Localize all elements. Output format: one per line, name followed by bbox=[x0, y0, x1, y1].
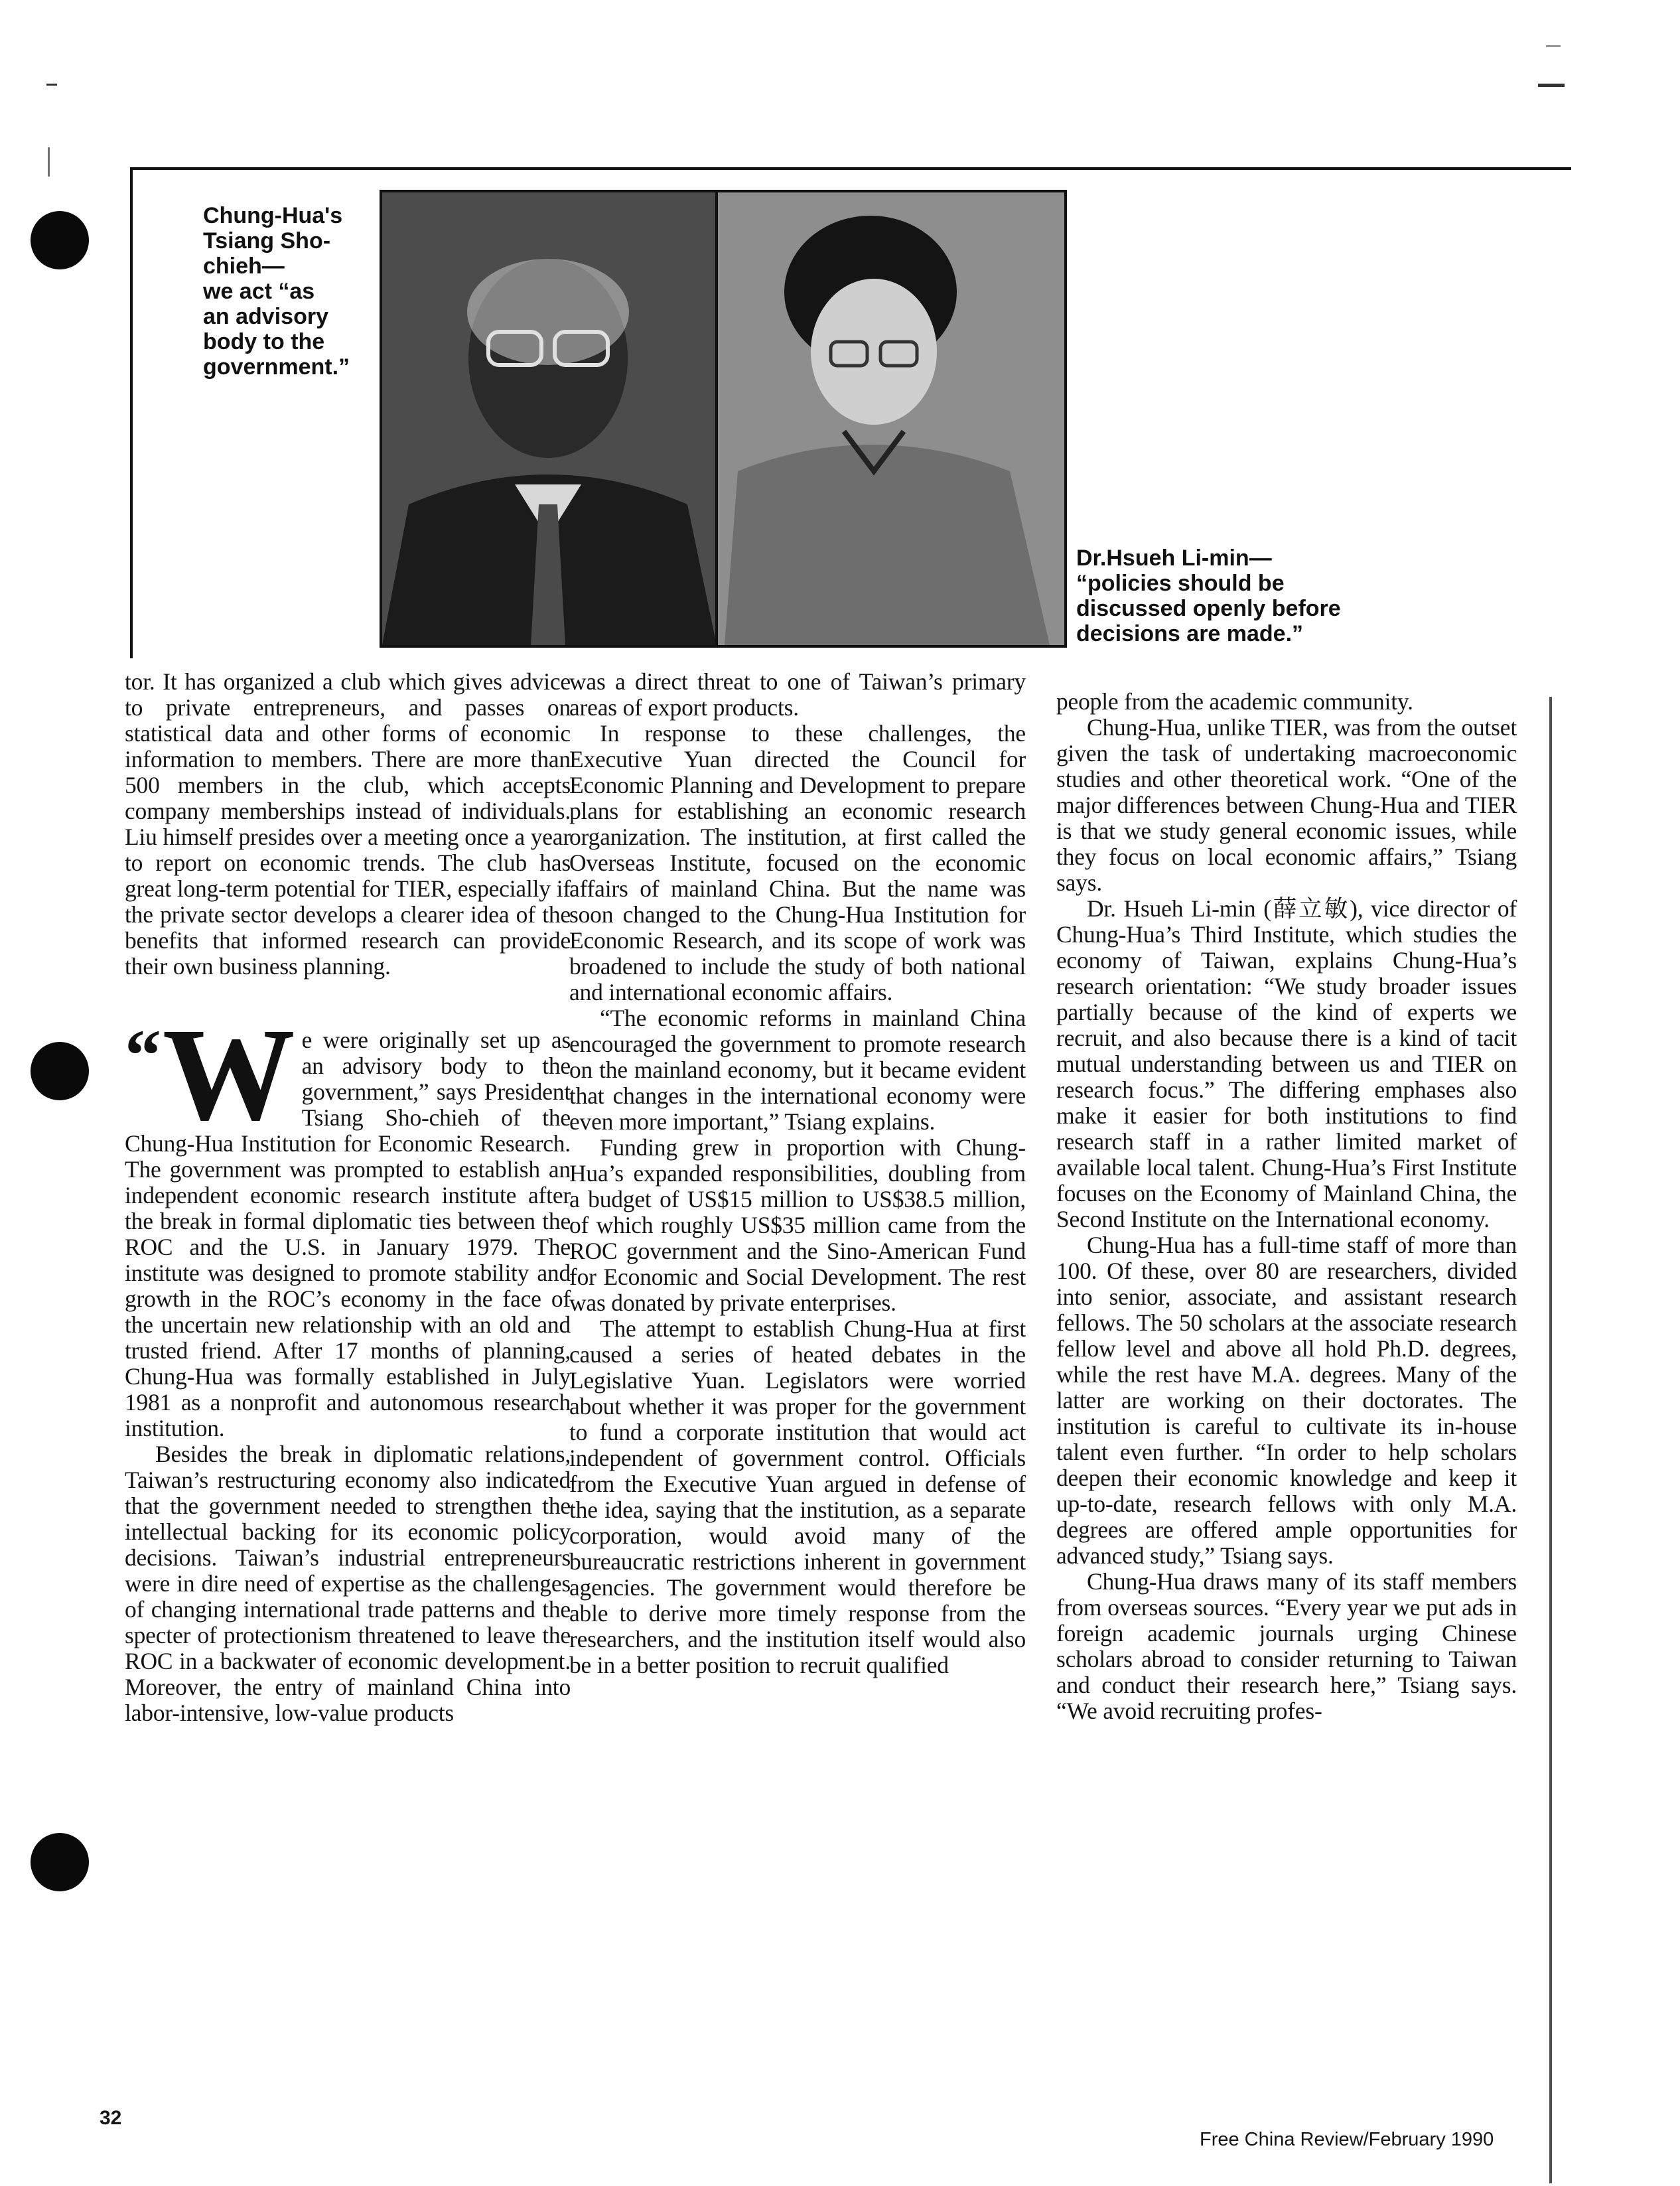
scan-edge-line bbox=[1549, 697, 1552, 2183]
photo-caption-left: Chung-Hua's Tsiang Sho- chieh— we act “as an advisory body to the government.” bbox=[203, 203, 350, 380]
photo-caption-right: Dr.Hsueh Li-min— “policies should be discussed openly before decisions are made.” bbox=[1076, 546, 1341, 646]
scan-speck bbox=[1538, 84, 1565, 87]
drop-cap: W bbox=[162, 1001, 295, 1148]
paragraph: “The economic reforms in mainland China encouraged the government to promote research on the mainland economy, but it became evident that changes in the international economy were even more important,” Tsiang explains. bbox=[569, 1005, 1026, 1135]
drop-cap-group bbox=[125, 1001, 295, 1148]
article-column-2 bbox=[569, 669, 1026, 1678]
frame-left-rule bbox=[130, 167, 133, 658]
scan-speck bbox=[48, 147, 50, 177]
paragraph: Chung-Hua, unlike TIER, was from the outset given the task of undertaking macroeconomic studies and other theoretical work. “One of the major differences between Chung-Hua and TIER is that we study general economic issues, while they focus on local economic affairs,” Tsiang says. bbox=[1056, 714, 1517, 896]
frame-top-rule bbox=[130, 167, 1571, 170]
photo-hsueh-li-min bbox=[715, 190, 1067, 648]
opening-quote-mark: “ bbox=[125, 1015, 161, 1096]
binder-hole bbox=[31, 211, 89, 269]
article-column-3 bbox=[1056, 689, 1517, 1724]
paragraph: Chung-Hua draws many of its staff members from overseas sources. “Every year we put ads in foreign academic journals urging Chinese scholars abroad to consider returning to Taiwan and conduct their research here,” Tsiang says. “We avoid recruiting profes- bbox=[1056, 1568, 1517, 1724]
photo-tsiang-sho-chieh bbox=[380, 190, 719, 648]
scan-speck bbox=[1546, 45, 1561, 47]
publication-footer: Free China Review/February 1990 bbox=[1200, 2129, 1494, 2150]
paragraph: tor. It has organized a club which gives advice to private entrepreneurs, and passes on statistical data and other forms of economic information to members. There are more than 500 members in the club, which accepts company memberships instead of individuals. Liu himself presides over a meeting once a year to report on economic trends. The club has great long-term potential for TIER, especially if the private sector develops a clearer idea of the benefits that informed research can provide their own business planning. bbox=[125, 668, 571, 980]
scan-speck bbox=[46, 84, 57, 86]
article-column-1 bbox=[125, 669, 571, 1726]
paragraph: In response to these challenges, the Executive Yuan directed the Council for Economic Planning and Development to prepare plans for establishing an economic research organization. The institution, at first called the Overseas Institute, focused on the economic affairs of mainland China. But the name was soon changed to the Chung-Hua Institution for Economic Research, and its scope of work was broadened to include the study of both national and international economic affairs. bbox=[569, 720, 1026, 1005]
paragraph: The attempt to establish Chung-Hua at first caused a series of heated debates in the Legislative Yuan. Legislators were worried about whether it was proper for the government to fund a corporate institution that would act independent of government control. Officials from the Executive Yuan argued in defense of the idea, saying that the institution, as a separate corporation, would avoid many of the bureaucratic restrictions inherent in government agencies. The government would therefore be able to derive more timely response from the researchers, and the institution itself would also be in a better position to recruit qualified bbox=[569, 1315, 1026, 1678]
paragraph: was a direct threat to one of Taiwan’s primary areas of export products. bbox=[569, 668, 1026, 721]
paragraph: Besides the break in diplomatic relations, Taiwan’s restructuring economy also indicated that the government needed to strengthen the intellectual backing for its economic policy decisions. Taiwan’s industrial entrepreneurs were in dire need of expertise as the challenges of changing international trade patterns and the specter of protectionism threatened to leave the ROC in a backwater of economic development. Moreover, the entry of mainland China into labor-intensive, low-value products bbox=[125, 1441, 571, 1726]
binder-hole bbox=[31, 1833, 89, 1891]
paragraph: e were originally set up as an advisory body to the government,” says President Tsiang Sho-chieh of the Chung-Hua Institution for Economic Research. The government was prompted to establish an independent economic research institute after the break in formal diplomatic ties between the ROC and the U.S. in January 1979. The institute was designed to promote stability and growth in the ROC’s economy in the face of the uncertain new relationship with an old and trusted friend. After 17 months of planning, Chung-Hua was formally established in July 1981 as a nonprofit and autonomous research institution. bbox=[125, 1027, 571, 1441]
page-number: 32 bbox=[100, 2107, 122, 2129]
pull-quote-opening bbox=[125, 1001, 571, 1441]
paragraph: Funding grew in proportion with Chung-Hua’s expanded responsibilities, doubling from a budget of US$15 million to US$38.5 million, of which roughly US$35 million came from the ROC government and the Sino-American Fund for Economic and Social Development. The rest was donated by private enterprises. bbox=[569, 1134, 1026, 1316]
binder-hole bbox=[31, 1042, 89, 1100]
paragraph: Chung-Hua has a full-time staff of more than 100. Of these, over 80 are researchers, divided into senior, associate, and assistant research fellows. The 50 scholars at the associate research fellow level and above all hold Ph.D. degrees, while the rest have M.A. degrees. Many of the latter are working on their doctorates. The institution is careful to cultivate its in-house talent even further. “In order to help scholars deepen their economic knowledge and keep it up-to-date, research fellows with only M.A. degrees are offered ample opportunities for advanced study,” Tsiang says. bbox=[1056, 1232, 1517, 1569]
paragraph: Dr. Hsueh Li-min (薛立敏), vice director of Chung-Hua’s Third Institute, which studies the economy of Taiwan, explains Chung-Hua’s research orientation: “We study broader issues partially because of the kind of experts we recruit, and also because there is a kind of tacit mutual understanding between us and TIER on research focus.” The differing emphases also make it easier for both institutions to find research staff in a rather limited market of available local talent. Chung-Hua’s First Institute focuses on the Economy of Mainland China, the Second Institute on the International economy. bbox=[1056, 895, 1517, 1232]
paragraph: people from the academic community. bbox=[1056, 688, 1413, 715]
